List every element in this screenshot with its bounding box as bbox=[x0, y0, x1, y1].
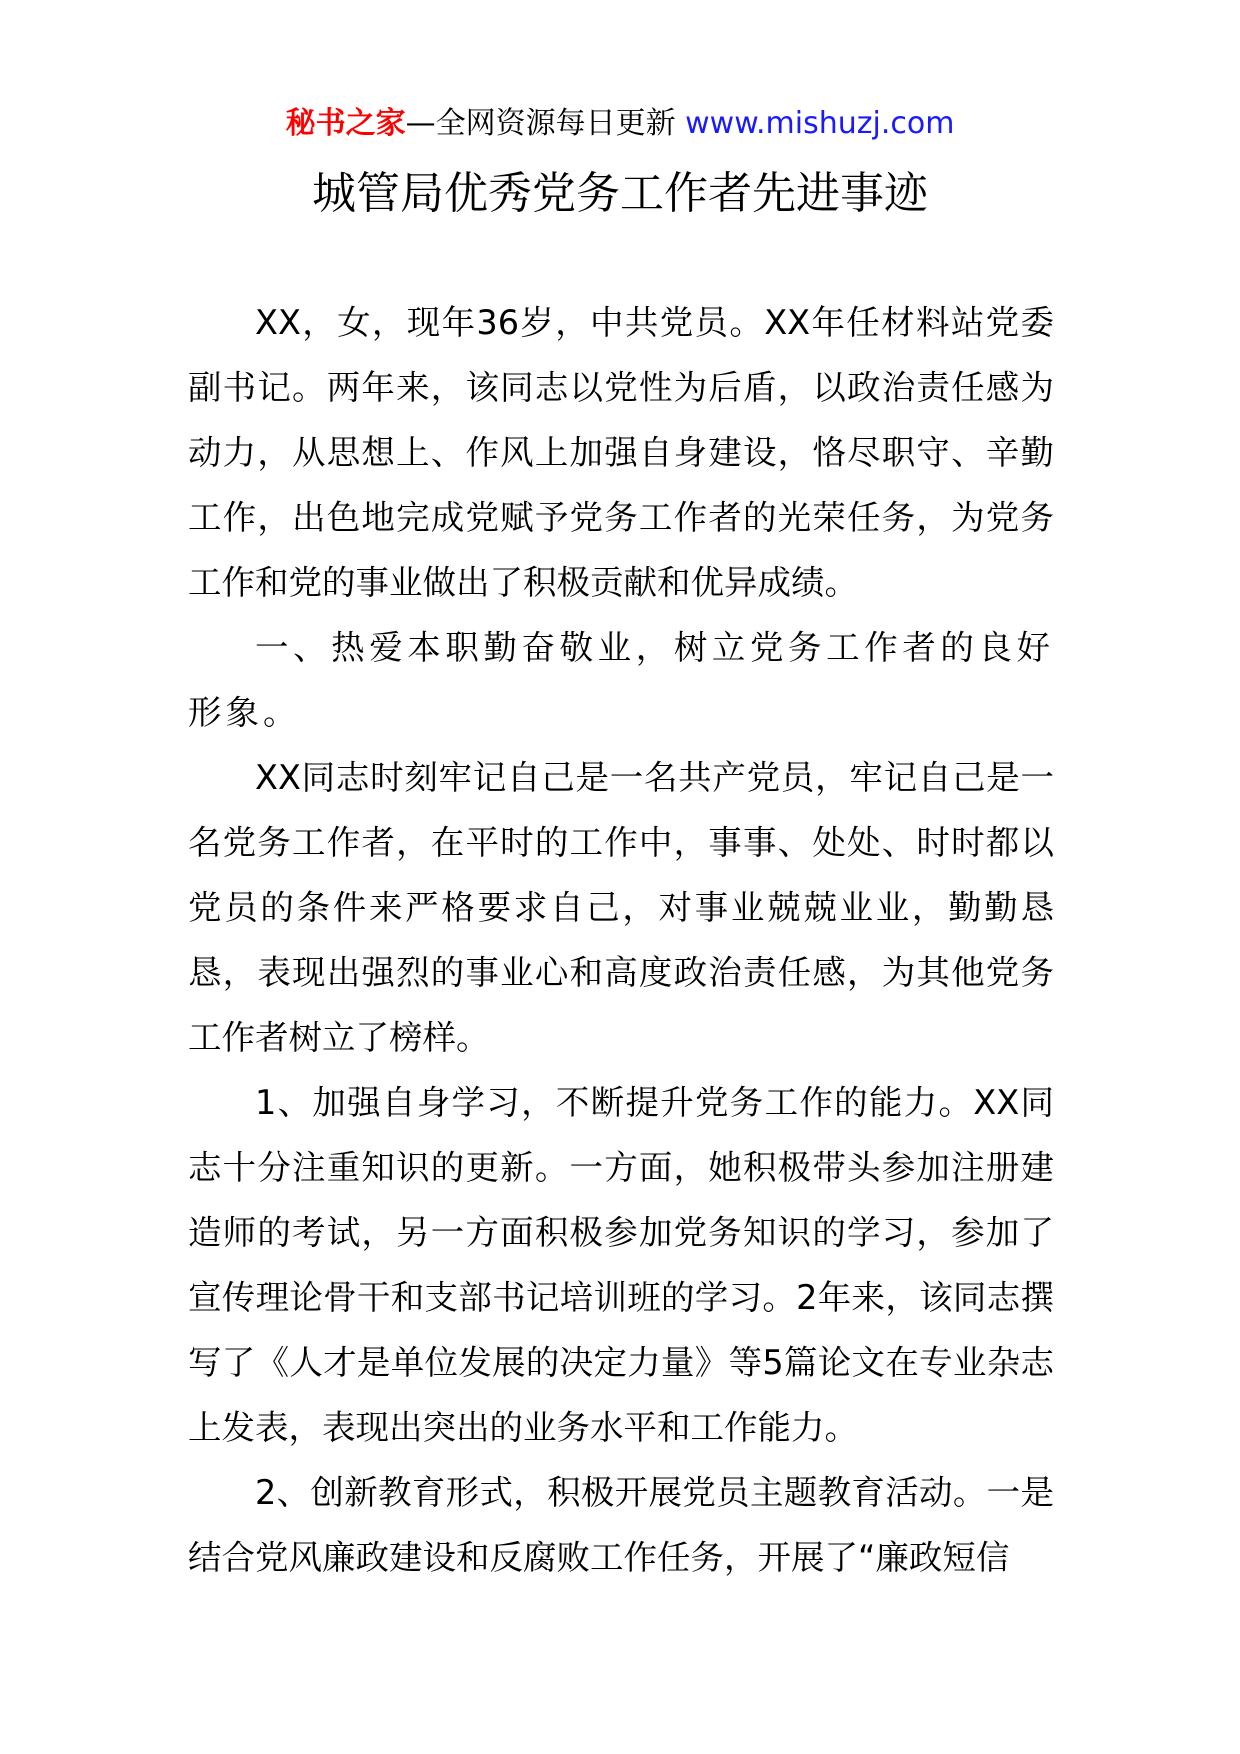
paragraph-item-1: 1、加强自身学习，不断提升党务工作的能力。XX同志十分注重知识的更新。一方面，她积极带头参加注册建造师的考试，另一方面积极参加党务知识的学习，参加了宣传理论骨干和支部书记培训班的学习。2年来，该同志撰写了《人才是单位发展的决定力量》等5篇论文在专业杂志上发表，表现出突出的业务水平和工作能力。 bbox=[188, 1083, 1054, 1447]
paragraph-section-1: XX同志时刻牢记自己是一名共产党员，牢记自己是一名党务工作者，在平时的工作中，事事、处处、时时都以党员的条件来严格要求自己，对事业兢兢业业，勤勤恳恳，表现出强烈的事业心和高度政治责任感，为其他党务工作者树立了榜样。 bbox=[188, 758, 1054, 1057]
brand-name: 秘书之家 bbox=[285, 106, 406, 141]
site-header bbox=[0, 104, 1240, 144]
document-title: 城管局优秀党务工作者先进事迹 bbox=[312, 168, 928, 219]
header-tagline: —全网资源每日更新 bbox=[405, 106, 686, 141]
paragraph-item-2: 2、创新教育形式，积极开展党员主题教育活动。一是结合党风廉政建设和反腐败工作任务，开展了“廉政短信 bbox=[188, 1473, 1054, 1577]
paragraph-intro: XX，女，现年36岁，中共党员。XX年任材料站党委副书记。两年来，该同志以党性为后盾，以政治责任感为动力，从思想上、作风上加强自身建设，恪尽职守、辛勤工作，出色地完成党赋予党务工作者的光荣任务，为党务工作和党的事业做出了积极贡献和优异成绩。 bbox=[188, 303, 1054, 602]
section-heading-1: 一、热爱本职勤奋敬业，树立党务工作者的良好形象。 bbox=[188, 628, 1054, 732]
document-body bbox=[188, 290, 1054, 1590]
site-url-link[interactable]: www.mishuzj.com bbox=[685, 106, 955, 141]
